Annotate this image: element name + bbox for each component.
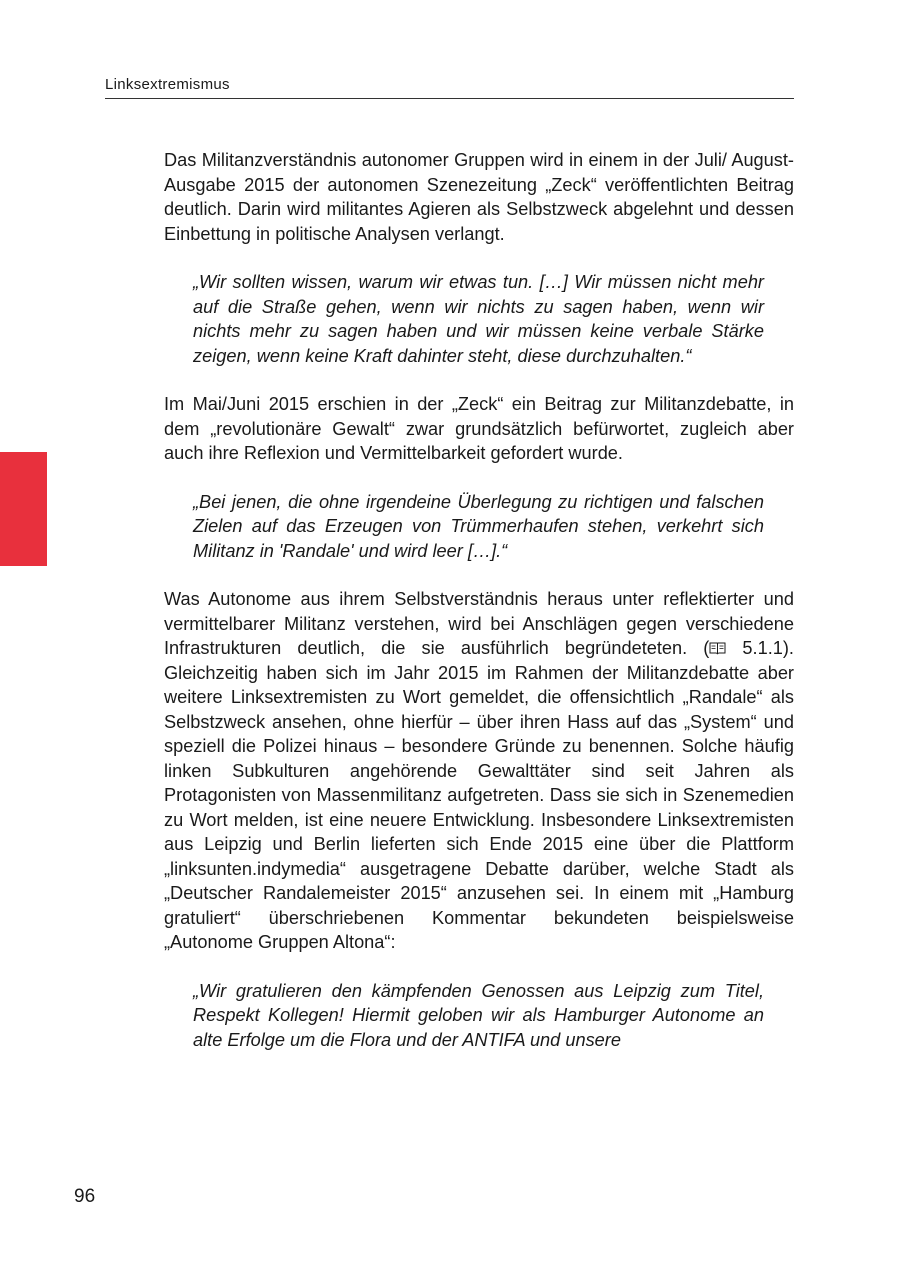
running-header: Linksextremismus — [105, 76, 230, 93]
quote-2: „Bei jenen, die ohne irgendeine Überlegung zu richtigen und falschen Zielen auf das Erzeugen von Trümmerhaufen stehen, verkehrt sich Militanz in 'Randale' und wird leer […].“ — [193, 491, 764, 561]
page-content — [164, 148, 794, 1052]
quote-3: „Wir gratulieren den kämpfenden Genossen aus Leipzig zum Titel, Respekt Kollegen! Hiermit geloben wir als Hamburger Autonome an alte Erfolge um die Flora und der ANTIFA und unsere — [193, 980, 764, 1050]
page-number: 96 — [74, 1186, 96, 1207]
chapter-side-marker — [0, 452, 47, 566]
book-icon — [709, 637, 726, 651]
cross-reference[interactable]: 5.1.1 — [726, 638, 783, 658]
paragraph-1: Das Militanzverständnis autonomer Gruppen wird in einem in der Juli/ August-Ausgabe 2015 der autonomen Szenezeitung „Zeck“ veröffentlichten Beitrag deutlich. Darin wird militantes Agieren als Selbstzweck abgelehnt und dessen Einbettung in politische Analysen verlangt. — [164, 150, 794, 244]
header-rule — [105, 98, 794, 99]
paragraph-3-start: Was Autonome aus ihrem Selbstverständnis heraus unter reflektierter und vermittelbarer Militanz verstehen, wird bei Anschlägen gegen verschiedene Infrastrukturen deutlich, die sie ausführlich begründeteten. ( — [164, 589, 794, 658]
paragraph-2: Im Mai/Juni 2015 erschien in der „Zeck“ ein Beitrag zur Militanzdebatte, in dem „revolutionäre Gewalt“ zwar grundsätzlich befürwortet, zugleich aber auch ihre Reflexion und Vermittelbarkeit gefordert wurde. — [164, 394, 794, 463]
paragraph-3 — [164, 587, 794, 955]
paragraph-3-end: ). Gleichzeitig haben sich im Jahr 2015 im Rahmen der Militanzdebatte aber weitere Linksextremisten zu Wort gemeldet, die offensichtlich „Randale“ als Selbstzweck ansehen, ohne hierfür – über ihren Hass auf das „System“ und speziell die Polizei hinaus – besondere Gründe zu benennen. Solche häufig linken Subkulturen angehörende Gewalttäter sind seit Jahren als Protagonisten von Massenmilitanz aufgetreten. Dass sie sich in Szenemedien zu Wort melden, ist eine neuere Entwicklung. Insbesondere Linksextremisten aus Leipzig und Berlin lieferten sich Ende 2015 eine über die Plattform „linksunten.indymedia“ ausgetragene Debatte darüber, welche Stadt als „Deutscher Randalemeister 2015“ anzusehen sei. In einem mit „Hamburg gratuliert“ überschriebenen Kommentar bekundeten beispielsweise „Autonome Gruppen Altona“: — [164, 638, 794, 952]
quote-1: „Wir sollten wissen, warum wir etwas tun. […] Wir müssen nicht mehr auf die Straße gehen, wenn wir nichts zu sagen haben, wenn wir nichts mehr zu sagen haben und wir müssen keine verbale Stärke zeigen, wenn keine Kraft dahinter steht, diese durchzuhalten.“ — [193, 272, 764, 366]
